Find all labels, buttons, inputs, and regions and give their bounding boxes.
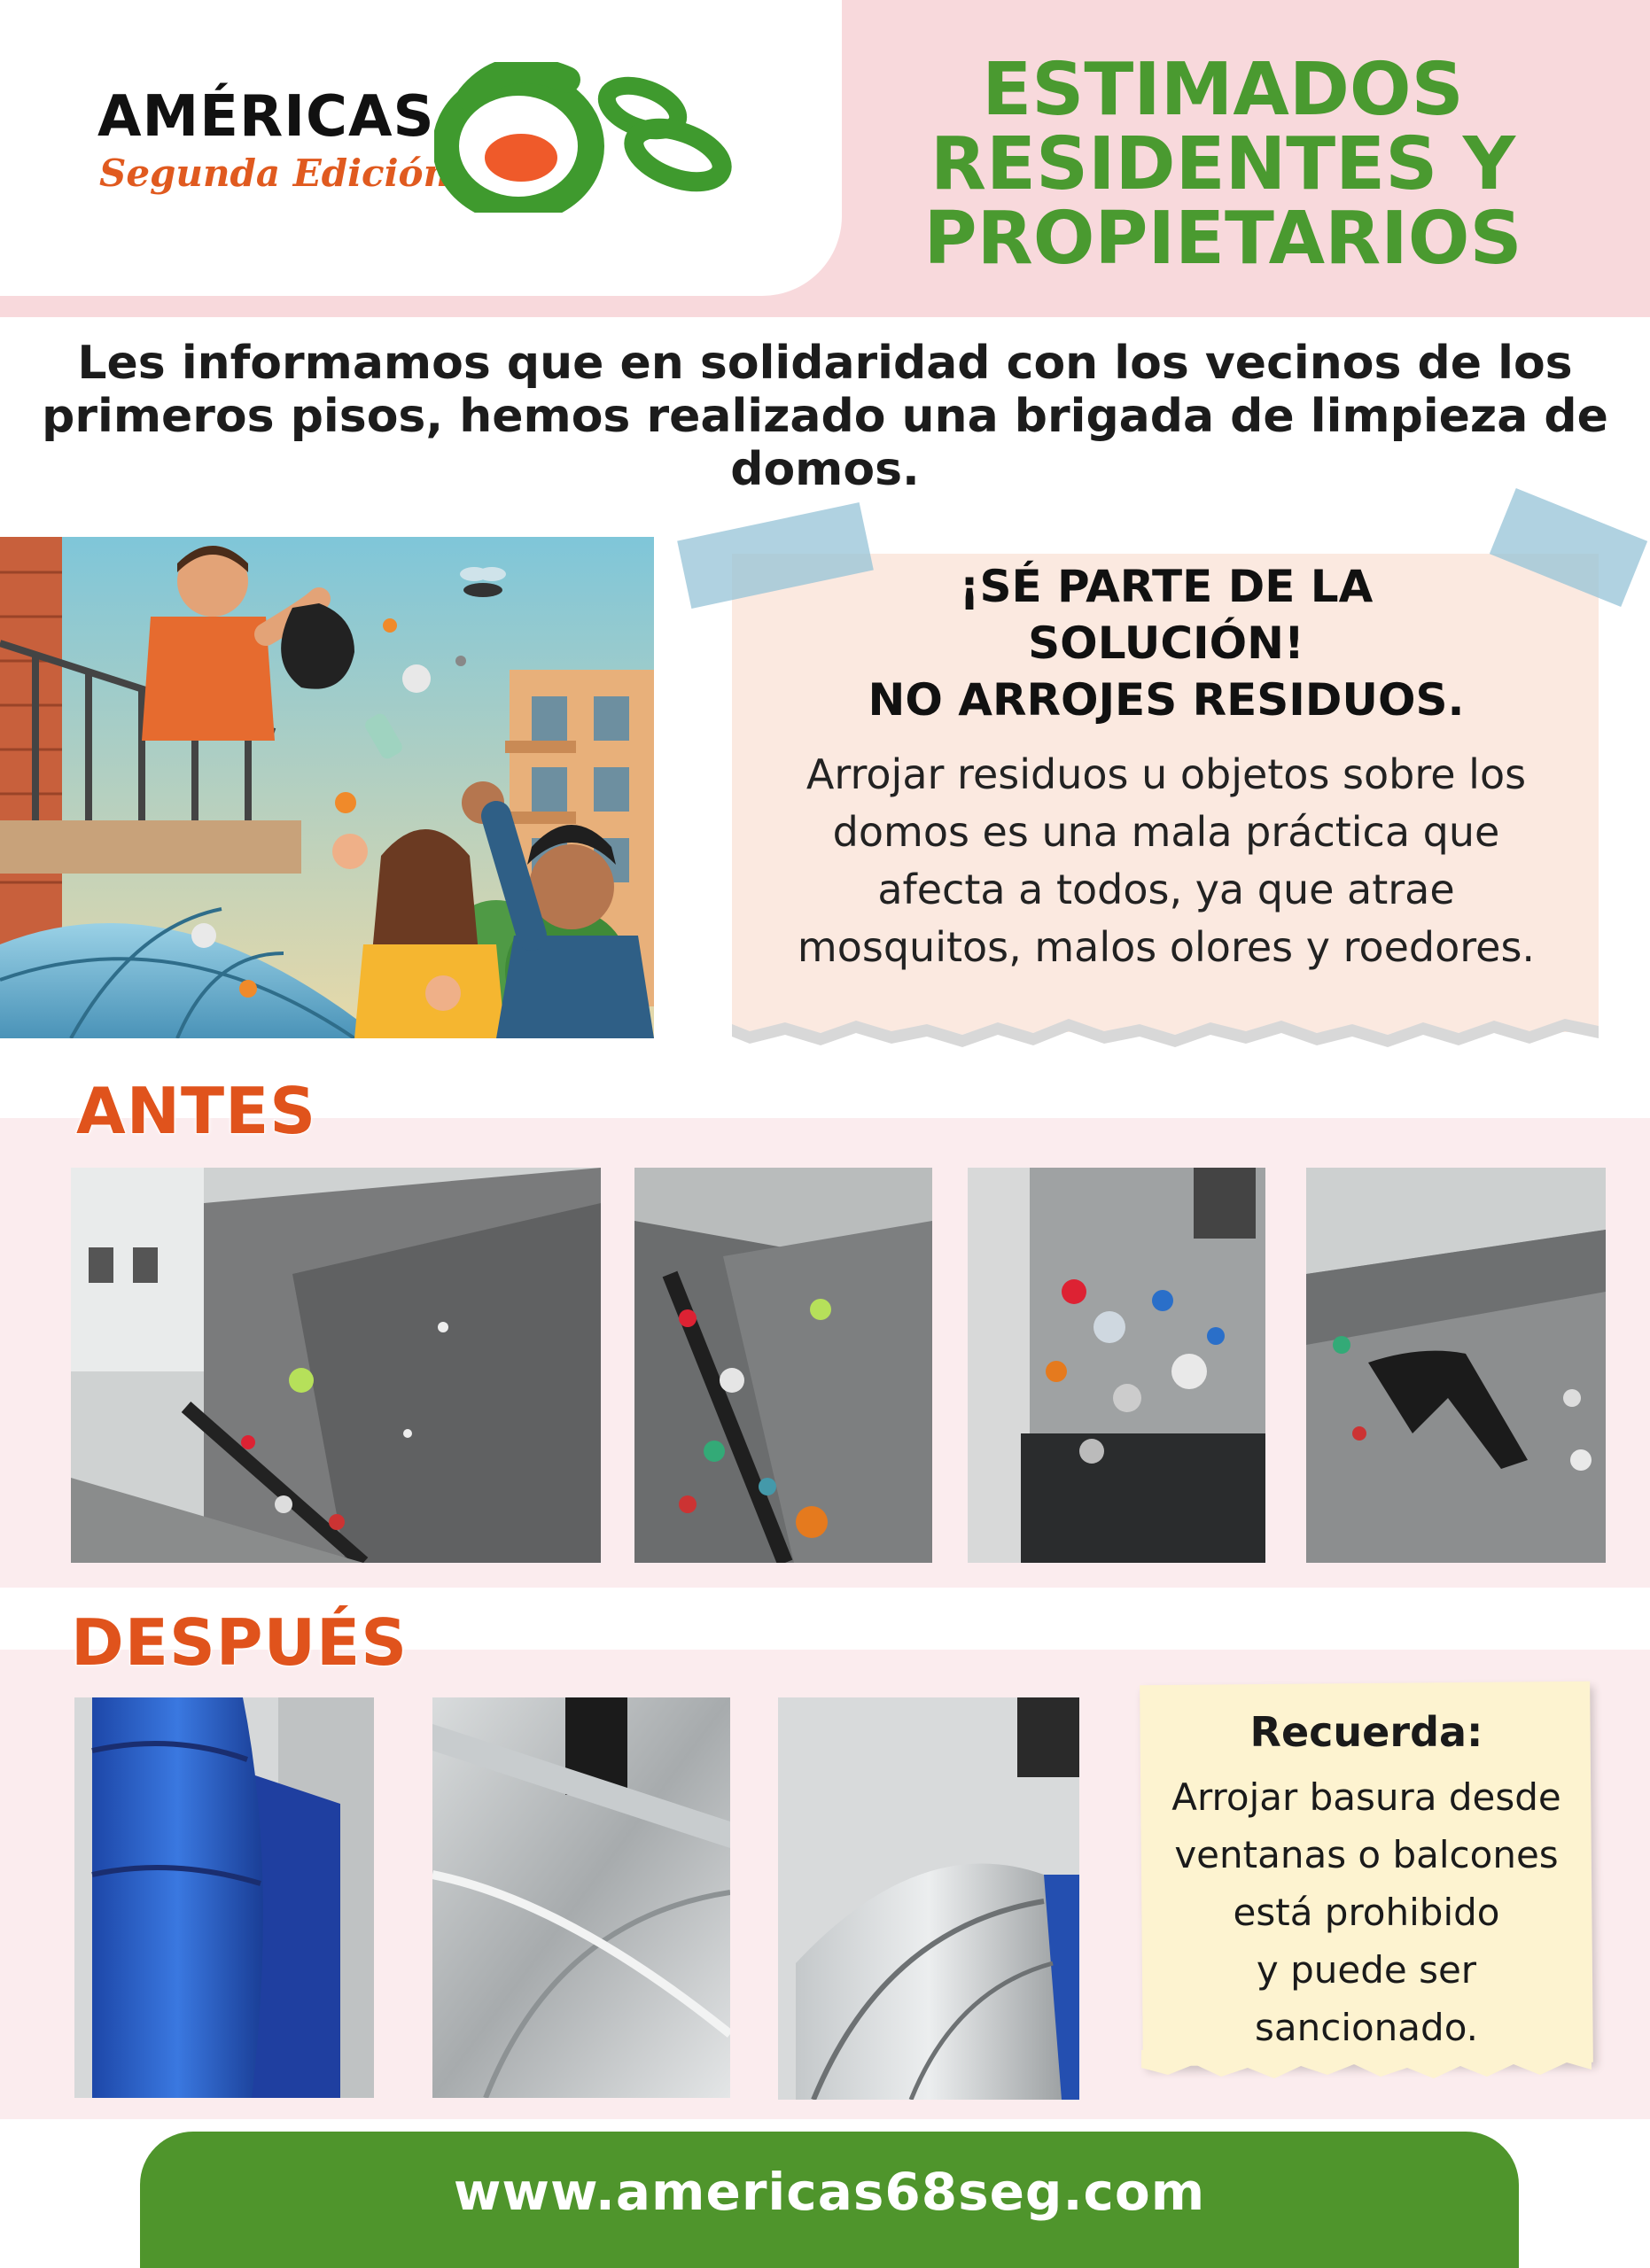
logo-sub-text: Segunda Edición — [99, 151, 451, 195]
before-photo — [71, 1168, 601, 1563]
after-photo — [432, 1697, 730, 2098]
reminder-line: y puede ser — [1256, 1948, 1477, 1992]
before-photo — [1306, 1168, 1606, 1563]
title-line: RESIDENTES Y — [930, 122, 1516, 206]
note-headline-line: NO ARROJES RESIDUOS. — [868, 674, 1465, 726]
logo — [97, 84, 450, 195]
title-line: ESTIMADOS — [982, 48, 1464, 132]
intro-paragraph — [35, 337, 1615, 496]
after-photo — [74, 1697, 374, 2098]
note-body-line: domos es una mala práctica que — [832, 808, 1500, 856]
logo-68-graphic — [434, 62, 735, 213]
before-label: ANTES — [76, 1074, 317, 1148]
intro-line: Les informamos que en solidaridad con los vecinos de los — [77, 337, 1573, 390]
page-title — [851, 48, 1595, 281]
reminder-line: ventanas o balcones — [1174, 1833, 1559, 1876]
note-body — [750, 746, 1583, 976]
note-body-line: Arrojar residuos u objetos sobre los — [806, 750, 1527, 798]
note-body-line: afecta a todos, ya que atrae — [877, 866, 1455, 913]
after-label: DESPUÉS — [71, 1605, 409, 1680]
note-headline — [750, 558, 1583, 728]
reminder-line: Arrojar basura desde — [1171, 1775, 1561, 1819]
reminder-body — [1141, 1768, 1592, 2056]
website-link[interactable]: www.americas68seg.com — [453, 2162, 1206, 2222]
intro-line: primeros pisos, hemos realizado una brigada de limpieza de — [42, 390, 1608, 443]
reminder-line: está prohibido — [1233, 1891, 1500, 1934]
intro-line: domos. — [730, 443, 920, 496]
before-photo — [968, 1168, 1265, 1563]
note-headline-line: SOLUCIÓN! — [1028, 617, 1304, 669]
torn-paper-edge — [732, 999, 1599, 1052]
note-headline-line: ¡SÉ PARTE DE LA — [959, 561, 1374, 612]
before-photo — [634, 1168, 932, 1563]
title-line: PROPIETARIOS — [923, 197, 1522, 281]
littering-illustration — [0, 537, 654, 1038]
note-body-line: mosquitos, malos olores y roedores. — [797, 923, 1536, 971]
reminder-title: Recuerda: — [1249, 1708, 1483, 1756]
logo-main-text: AMÉRICAS — [97, 84, 435, 150]
reminder-line: sancionado. — [1254, 2006, 1479, 2049]
after-photo — [778, 1697, 1079, 2100]
